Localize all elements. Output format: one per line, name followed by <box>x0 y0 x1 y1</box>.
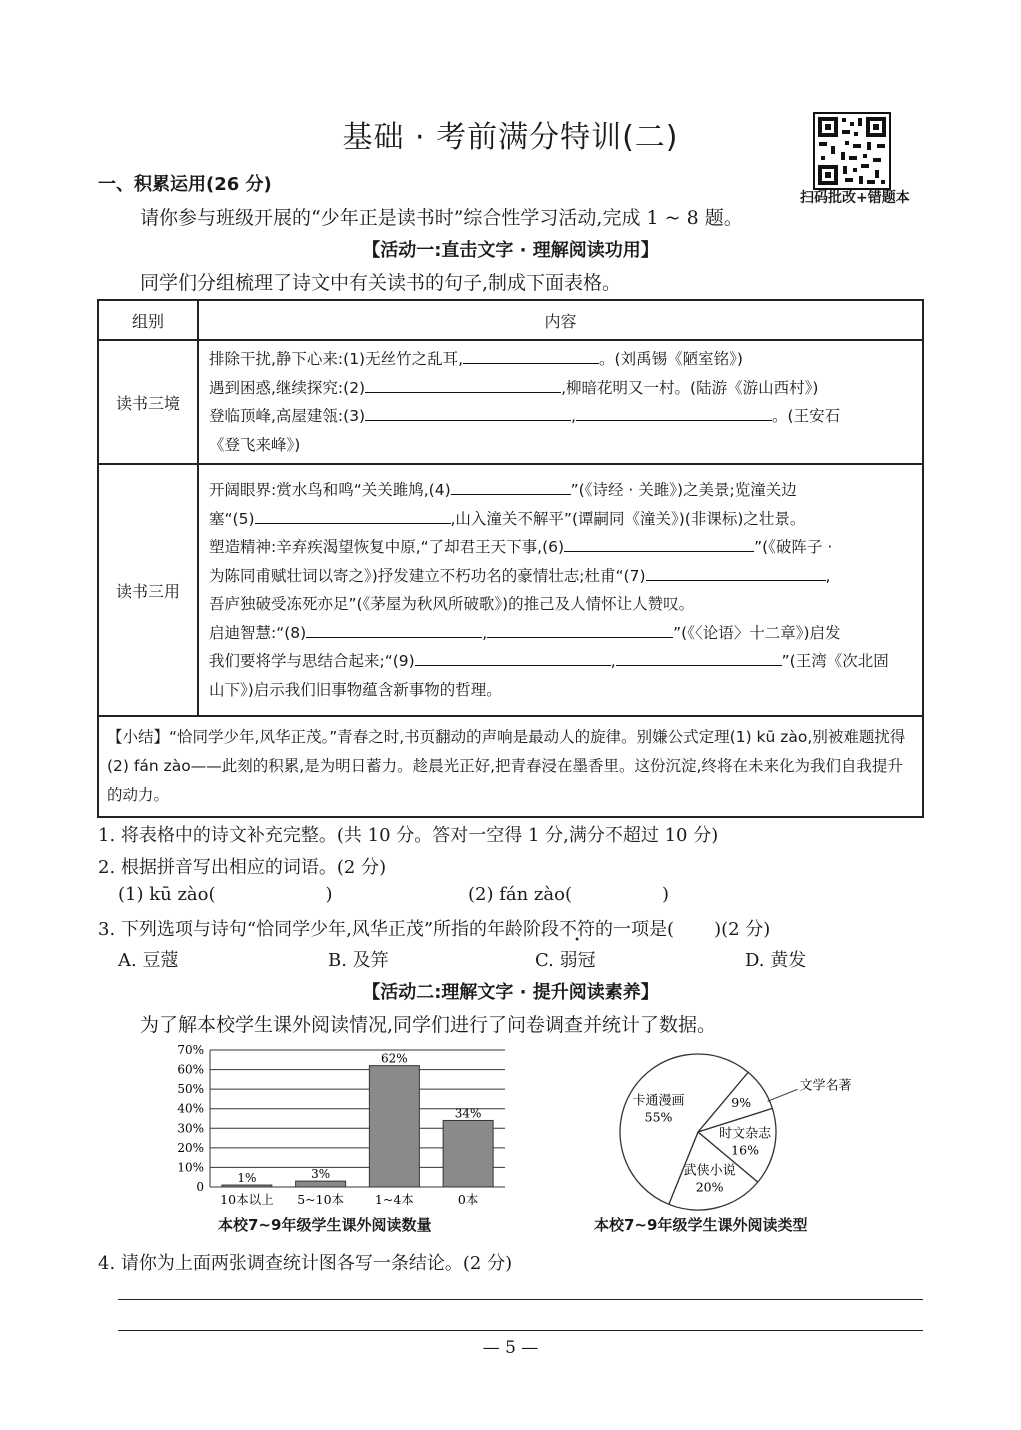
option-d[interactable]: D. 黄发 <box>745 950 807 971</box>
answer-blank[interactable] <box>487 619 673 638</box>
pie-slice-name: 卡通漫画 <box>632 1093 685 1109</box>
activity2-intro: 为了解本校学生课外阅读情况,同学们进行了问卷调查并统计了数据。 <box>140 1014 717 1036</box>
text: 塞“(5) <box>209 509 255 528</box>
bar-value-label: 3% <box>311 1167 331 1182</box>
bar-chart-title: 本校7~9年级学生课外阅读数量 <box>218 1216 432 1234</box>
text: ,山入潼关不解平”(谭嗣同《潼关》)(非课标)之壮景。 <box>450 509 806 528</box>
x-tick-label: 0本 <box>457 1192 479 1207</box>
group1-content <box>198 340 923 464</box>
activity2-heading: 【活动二:理解文字 · 提升阅读素养】 <box>362 982 659 1003</box>
option-c[interactable]: C. 弱冠 <box>535 950 596 971</box>
text: , <box>825 566 831 585</box>
text: , <box>482 623 488 642</box>
y-tick-label: 70% <box>177 1043 204 1057</box>
text: ”(王湾《次北固 <box>781 652 889 670</box>
answer-blank[interactable] <box>415 647 611 666</box>
text: 登临顶峰,高屋建瓴:(3) <box>209 407 366 425</box>
activity1-intro: 同学们分组梳理了诗文中有关读书的句子,制成下面表格。 <box>140 272 622 294</box>
q2-part1 <box>118 884 333 905</box>
y-tick-label: 40% <box>177 1101 204 1116</box>
text: , <box>571 407 577 425</box>
text: 山下》)启示我们旧事物蕴含新事物的哲理。 <box>209 680 502 699</box>
intro-text: 请你参与班级开展的“少年正是读书时”综合性学习活动,完成 1 ~ 8 题。 <box>140 207 743 229</box>
activity1-heading: 【活动一:直击文字 · 理解阅读功用】 <box>362 240 659 261</box>
group-label: 读书三境 <box>98 340 198 464</box>
text: 。(王安石 <box>772 407 841 425</box>
answer-blank[interactable] <box>564 533 754 552</box>
text: 为陈同甫赋壮词以寄之》)抒发建立不朽功名的豪情壮志;杜甫“(7) <box>209 566 646 585</box>
y-tick-label: 60% <box>177 1062 204 1077</box>
answer-blank[interactable] <box>646 562 826 581</box>
text: )(2 分) <box>714 919 771 940</box>
pie-slice-value: 9% <box>731 1095 752 1111</box>
text: ”(《破阵子 · <box>754 538 833 556</box>
pie-slice-name: 武侠小说 <box>683 1163 736 1179</box>
text: 我们要将学与思结合起来;“(9) <box>209 652 415 670</box>
bar-value-label: 34% <box>454 1106 482 1121</box>
text: (2) fán zào( <box>468 884 573 905</box>
question-4: 4. 请你为上面两张调查统计图各写一条结论。(2 分) <box>98 1253 513 1274</box>
text: ”(《〈论语〉十二章》)启发 <box>673 623 841 642</box>
table-header-content: 内容 <box>198 300 923 340</box>
question-3 <box>98 915 770 941</box>
qr-code[interactable] <box>813 112 891 190</box>
question-2: 2. 根据拼音写出相应的词语。(2 分) <box>98 857 387 878</box>
bar <box>369 1066 419 1187</box>
pie-chart-title: 本校7~9年级学生课外阅读类型 <box>594 1216 808 1234</box>
option-b[interactable]: B. 及笄 <box>328 950 389 971</box>
text: ”(《诗经 · 关雎》)之美景;览潼关边 <box>570 481 797 499</box>
text: (1) kū zào( <box>118 884 216 905</box>
group-label: 读书三用 <box>98 464 198 716</box>
pie-chart <box>600 1040 860 1215</box>
bar-value-label: 62% <box>381 1051 408 1066</box>
text: , <box>610 652 616 670</box>
y-tick-label: 30% <box>177 1121 204 1136</box>
text: ) <box>325 884 333 905</box>
pie-slice-value: 55% <box>644 1109 673 1125</box>
answer-blank[interactable] <box>255 505 451 524</box>
leader-line <box>768 1089 798 1101</box>
answer-blank[interactable] <box>365 402 571 421</box>
text: 《登飞来峰》) <box>209 435 301 454</box>
answer-blank[interactable] <box>451 476 571 495</box>
x-tick-label: 5~10本 <box>297 1192 345 1207</box>
table-header-group: 组别 <box>98 300 198 340</box>
bar <box>443 1120 493 1187</box>
page-number: — 5 — <box>482 1338 539 1358</box>
option-a[interactable]: A. 豆蔻 <box>118 950 179 971</box>
answer-line[interactable] <box>118 1299 923 1300</box>
text: 排除干扰,静下心来:(1)无丝竹之乱耳, <box>209 350 464 368</box>
answer-line[interactable] <box>118 1330 923 1331</box>
text: 。(刘禹锡《陋室铭》) <box>599 350 743 368</box>
summary-box: 【小结】“恰同学少年,风华正茂。”青春之时,书页翻动的声响是最动人的旋律。别嫌公式定理(1) kū zào,别被难题扰得(2) fán zào——此刻的积累,是为明日蓄力。趁晨光正好,把青春浸在墨香里。这份沉淀,终将在未来化为我们自我提升的动力。 <box>98 716 923 817</box>
question-1: 1. 将表格中的诗文补充完整。(共 10 分。答对一空得 1 分,满分不超过 10 分) <box>98 825 719 846</box>
answer-blank[interactable] <box>306 619 482 638</box>
y-tick-label: 0 <box>196 1180 204 1194</box>
x-tick-label: 10本以上 <box>220 1192 274 1207</box>
y-tick-label: 20% <box>177 1140 204 1155</box>
x-tick-label: 1~4本 <box>374 1192 414 1207</box>
pie-slice-name: 时文杂志 <box>719 1126 772 1142</box>
answer-blank[interactable] <box>463 345 599 364</box>
q2-part2 <box>468 884 669 905</box>
pie-slice-name: 文学名著 <box>799 1078 852 1094</box>
text: ) <box>662 884 670 905</box>
answer-blank[interactable] <box>616 647 782 666</box>
text: 塑造精神:辛弃疾渴望恢复中原,“了却君王天下事,(6) <box>209 538 565 556</box>
answer-blank[interactable] <box>365 374 561 393</box>
text: 3. 下列选项与诗句“恰同学少年,风华正茂”所指的年龄阶段 <box>98 919 560 940</box>
text: 开阔眼界:赏水鸟和鸣“关关雎鸠,(4) <box>209 481 451 499</box>
y-tick-label: 50% <box>177 1082 204 1097</box>
section-heading: 一、积累运用(26 分) <box>98 174 272 195</box>
answer-blank[interactable] <box>576 402 772 421</box>
text: 的一项是( <box>595 919 675 940</box>
qr-caption: 扫码批改+错题本 <box>800 190 910 206</box>
text: 启迪智慧:“(8) <box>209 623 307 642</box>
group2-content <box>198 464 923 716</box>
pie-slice-value: 16% <box>731 1142 759 1158</box>
bar-value-label: 1% <box>237 1171 257 1186</box>
bar <box>222 1185 272 1187</box>
bar <box>296 1181 346 1187</box>
y-tick-label: 10% <box>177 1160 204 1175</box>
text: 吾庐独破受冻死亦足”(《茅屋为秋风所破歌》)的推己及人情怀让人赞叹。 <box>209 595 695 613</box>
text: 遇到困惑,继续探究:(2) <box>209 378 366 397</box>
text: ,柳暗花明又一村。(陆游《游山西村》) <box>561 378 819 397</box>
poetry-table <box>97 299 924 818</box>
page-title: 基础 · 考前满分特训(二) <box>342 120 679 155</box>
emphasis-text: 不符 <box>559 919 596 940</box>
pie-slice-value: 20% <box>695 1179 724 1195</box>
bar-chart <box>160 1040 520 1240</box>
